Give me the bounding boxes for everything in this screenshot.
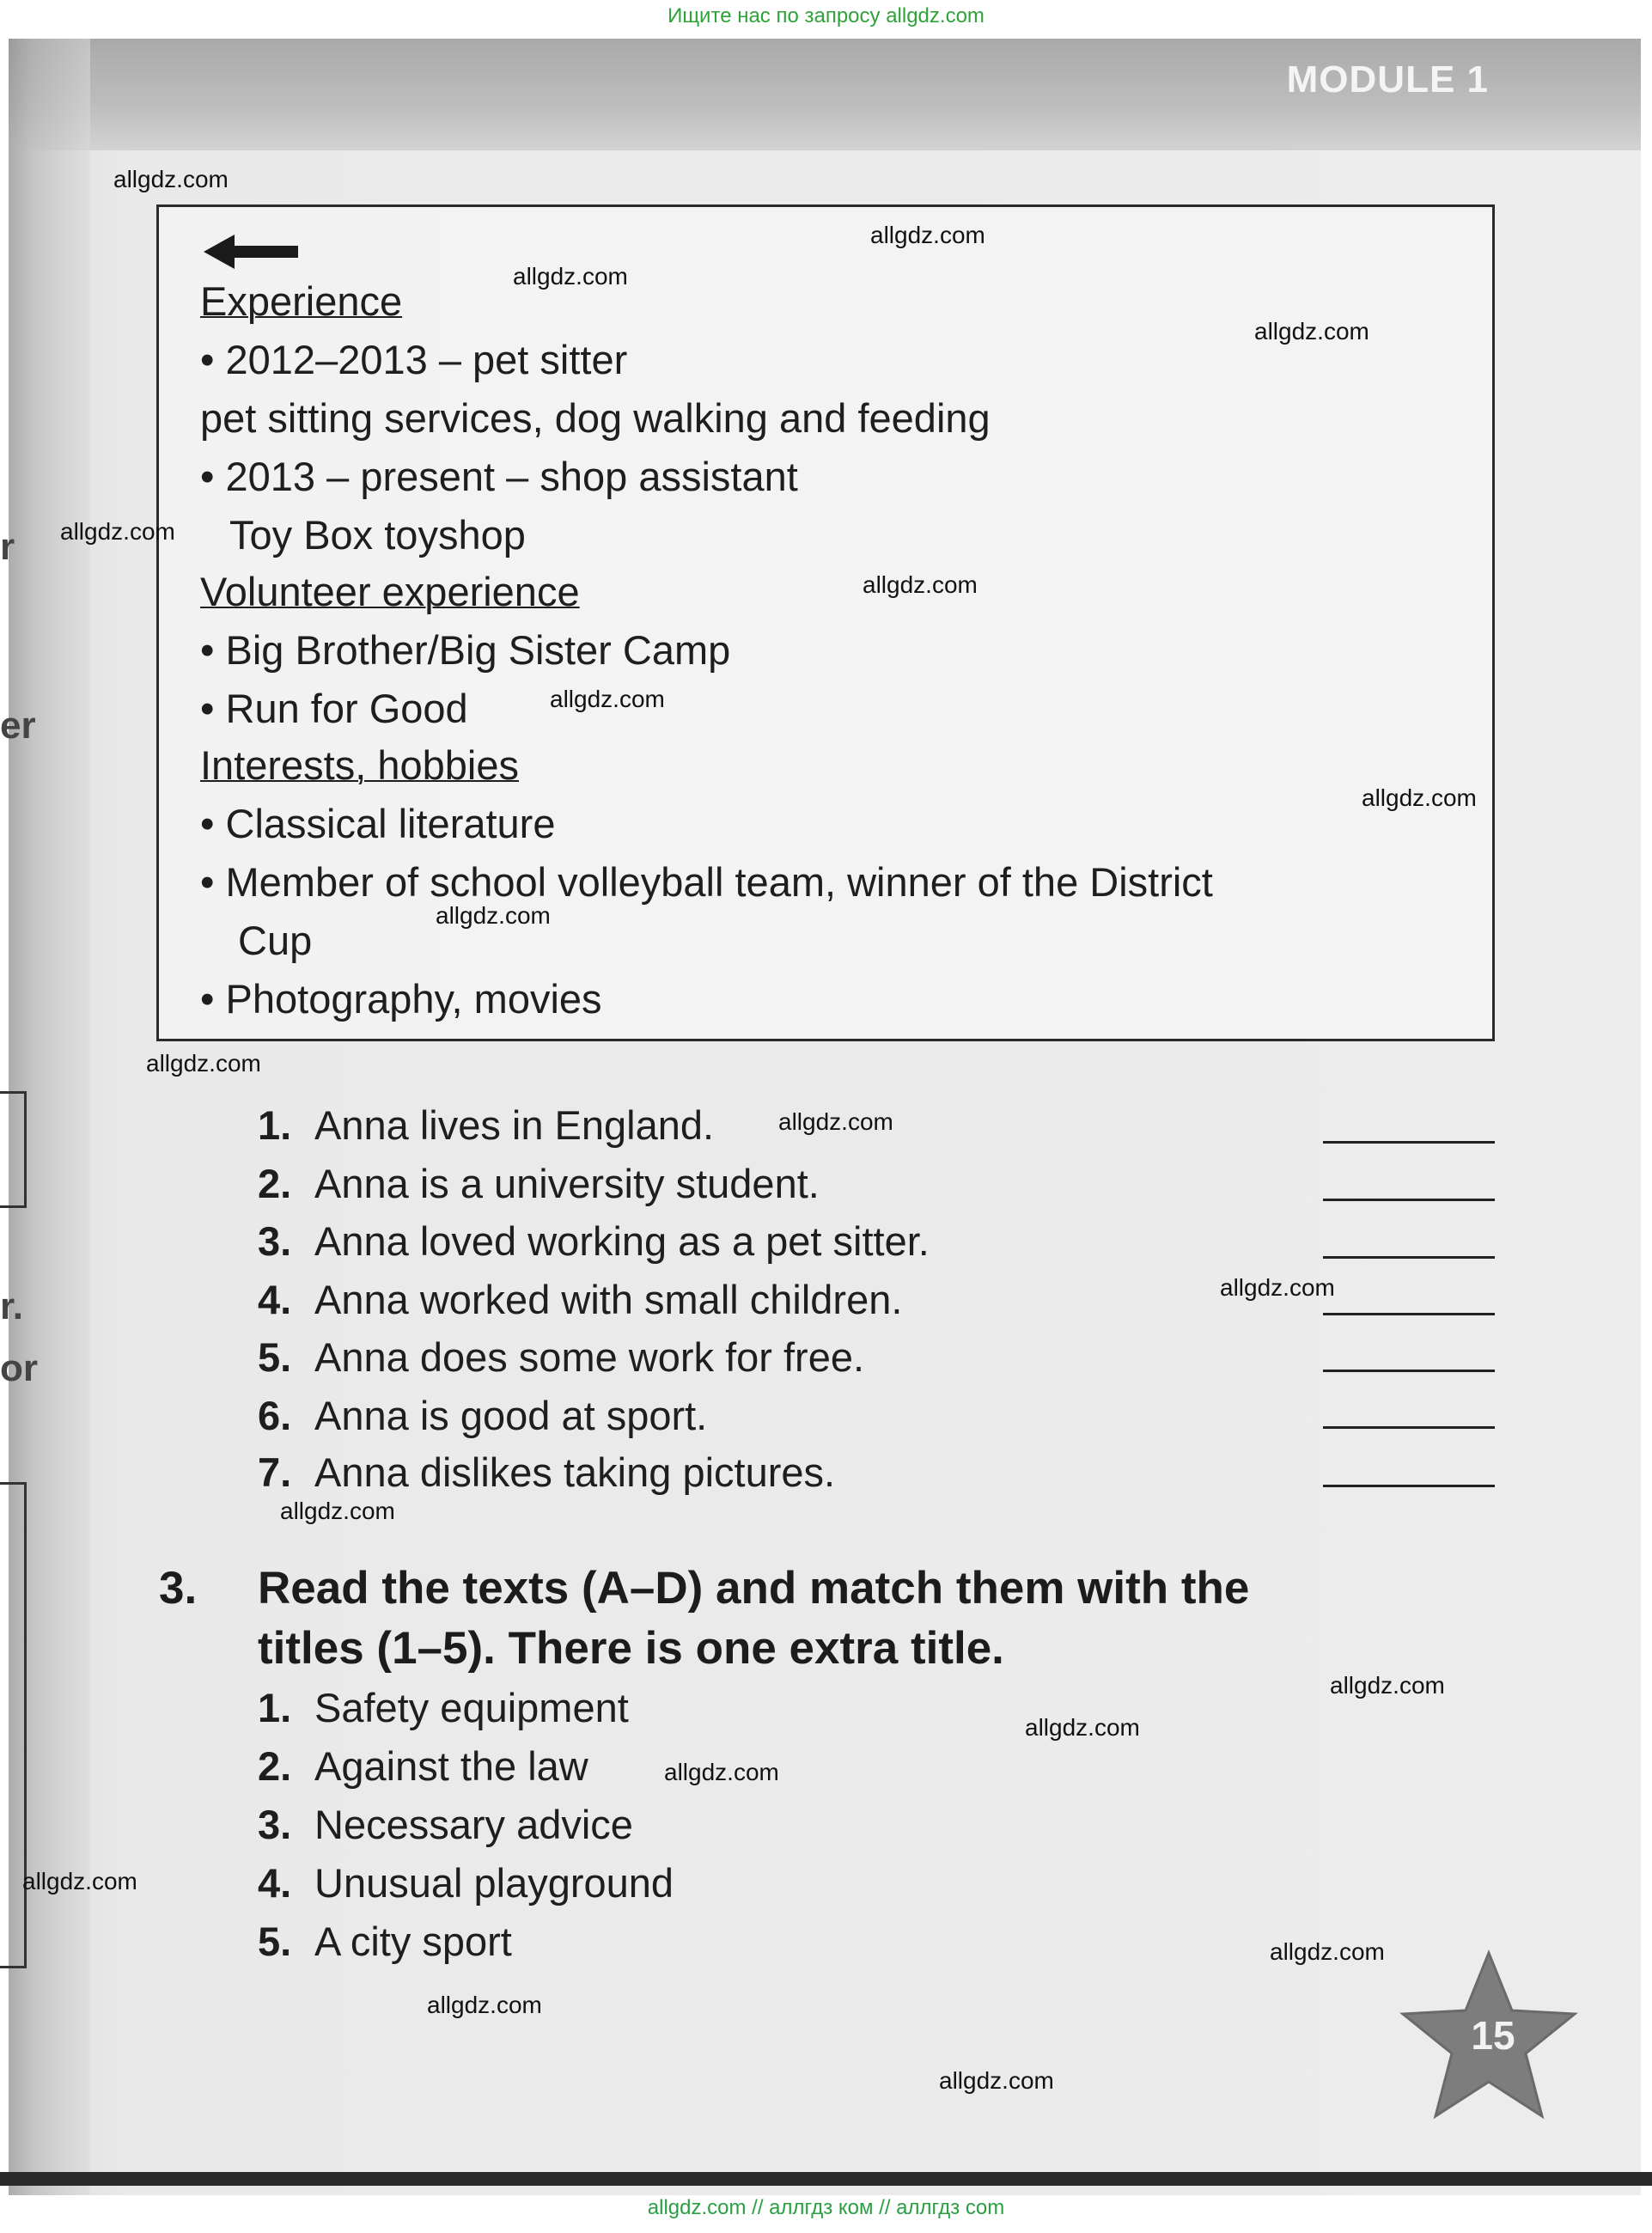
watermark: allgdz.com [22, 1868, 137, 1894]
bottom-site-links[interactable]: allgdz.com // аллгдз ком // аллгдз com [647, 2196, 1005, 2219]
arrow-left-icon [204, 233, 298, 271]
item-text: A city sport [314, 1919, 512, 1964]
cv-line: • Classical literature [200, 801, 556, 846]
task-number: 3. [159, 1563, 198, 1614]
item-text: Anna dislikes taking pictures. [314, 1449, 836, 1495]
item-text: Anna worked with small children. [314, 1277, 903, 1322]
watermark: allgdz.com [550, 686, 665, 712]
cv-line: • Big Brother/Big Sister Camp [200, 627, 731, 673]
title-option [258, 1742, 588, 1790]
answer-blank[interactable] [1323, 1370, 1495, 1372]
statement-item [258, 1449, 835, 1496]
task-instruction: titles (1–5). There is one extra title. [258, 1623, 1004, 1674]
edge-fragment: r. [0, 1285, 23, 1327]
watermark: allgdz.com [427, 1992, 542, 2018]
watermark: allgdz.com [939, 2067, 1054, 2094]
answer-blank[interactable] [1323, 1426, 1495, 1429]
item-number: 3. [258, 1218, 292, 1264]
item-number: 4. [258, 1277, 292, 1322]
statement-item [258, 1160, 820, 1207]
answer-blank[interactable] [1323, 1485, 1495, 1487]
item-text: Against the law [314, 1743, 588, 1789]
item-text: Anna lives in England. [314, 1102, 715, 1148]
watermark: allgdz.com [146, 1050, 261, 1077]
edge-fragment: er [0, 705, 36, 747]
item-text: Unusual playground [314, 1860, 674, 1906]
watermark: allgdz.com [1254, 318, 1369, 345]
title-option [258, 1684, 629, 1731]
item-text: Anna is a university student. [314, 1161, 820, 1206]
cv-line: • Photography, movies [200, 976, 602, 1022]
edge-fragment: r [0, 526, 15, 568]
answer-blank[interactable] [1323, 1313, 1495, 1315]
statement-item [258, 1333, 864, 1381]
item-number: 6. [258, 1393, 292, 1438]
title-option [258, 1801, 633, 1848]
item-text: Necessary advice [314, 1802, 633, 1847]
page-number: 15 [1471, 2013, 1515, 2058]
watermark: allgdz.com [513, 263, 628, 290]
watermark: allgdz.com [1362, 784, 1477, 811]
answer-blank[interactable] [1323, 1256, 1495, 1259]
answer-blank[interactable] [1323, 1141, 1495, 1144]
answer-blank[interactable] [1323, 1199, 1495, 1201]
watermark: allgdz.com [1270, 1938, 1385, 1965]
item-number: 2. [258, 1161, 292, 1206]
bottom-edge-bar [0, 2172, 1652, 2186]
item-number: 1. [258, 1685, 292, 1730]
cv-line: pet sitting services, dog walking and feeding [200, 395, 991, 441]
cv-line: • 2013 – present – shop assistant [200, 454, 798, 499]
item-number: 5. [258, 1334, 292, 1380]
statement-item [258, 1276, 902, 1323]
watermark: allgdz.com [280, 1498, 395, 1524]
cv-heading-interests: Interests, hobbies [200, 742, 519, 788]
module-heading: MODULE 1 [1286, 58, 1489, 101]
statement-item [258, 1101, 714, 1149]
item-text: Anna is good at sport. [314, 1393, 708, 1438]
item-number: 3. [258, 1802, 292, 1847]
watermark: allgdz.com [60, 518, 175, 545]
item-number: 5. [258, 1919, 292, 1964]
title-option [258, 1859, 674, 1907]
top-site-link[interactable]: Ищите нас по запросу allgdz.com [668, 4, 984, 27]
watermark: allgdz.com [1220, 1274, 1335, 1301]
item-text: Safety equipment [314, 1685, 629, 1730]
watermark: allgdz.com [113, 166, 229, 192]
statement-item [258, 1392, 707, 1439]
item-number: 2. [258, 1743, 292, 1789]
item-number: 1. [258, 1102, 292, 1148]
title-option [258, 1918, 512, 1965]
task-instruction: Read the texts (A–D) and match them with the [258, 1563, 1250, 1614]
edge-box-fragment [0, 1482, 27, 1968]
item-text: Anna does some work for free. [314, 1334, 865, 1380]
item-number: 7. [258, 1449, 292, 1495]
watermark: allgdz.com [863, 571, 978, 598]
cv-line: Toy Box toyshop [229, 512, 526, 558]
cv-line: Cup [238, 918, 313, 963]
item-number: 4. [258, 1860, 292, 1906]
watermark: allgdz.com [870, 222, 985, 248]
edge-table-fragment [0, 1091, 27, 1208]
cv-line: • 2012–2013 – pet sitter [200, 337, 628, 382]
cv-line: • Run for Good [200, 686, 468, 731]
item-text: Anna loved working as a pet sitter. [314, 1218, 930, 1264]
cv-heading-volunteer: Volunteer experience [200, 569, 580, 614]
watermark: allgdz.com [436, 902, 551, 929]
cv-line: • Member of school volleyball team, winner of the District [200, 859, 1213, 905]
watermark: allgdz.com [1025, 1714, 1140, 1741]
edge-fragment: or [0, 1347, 38, 1389]
watermark: allgdz.com [664, 1759, 779, 1785]
statement-item [258, 1217, 930, 1265]
watermark: allgdz.com [1330, 1672, 1445, 1699]
cv-heading-experience: Experience [200, 278, 403, 324]
watermark: allgdz.com [778, 1108, 893, 1135]
